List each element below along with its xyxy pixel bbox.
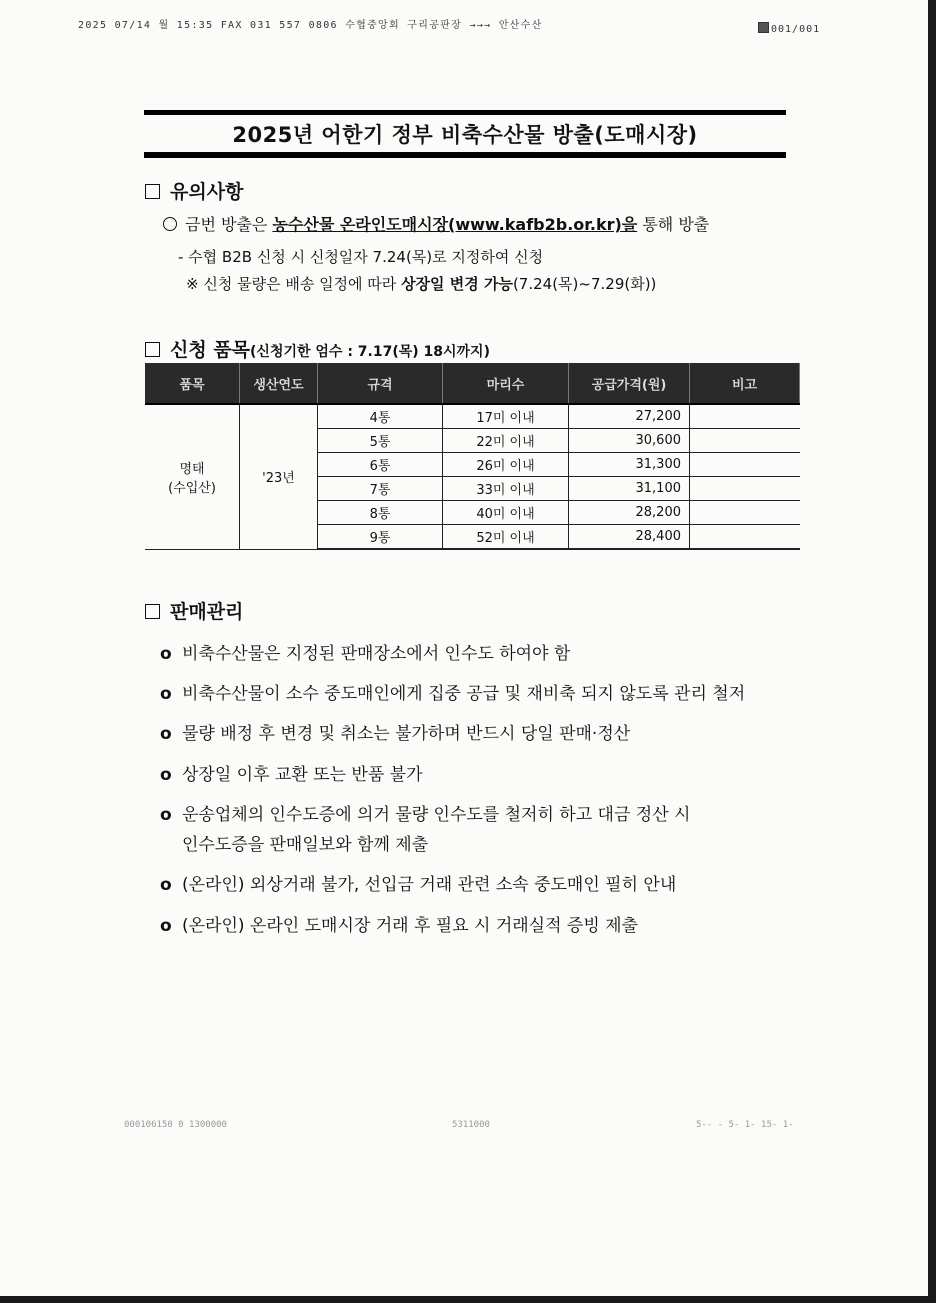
sales-rule-text: 물량 배정 후 변경 및 취소는 불가하며 반드시 당일 판매·정산 — [182, 724, 631, 744]
sales-rule-2 — [160, 679, 745, 709]
items-table — [145, 363, 800, 550]
size-cell: 6통 — [318, 453, 443, 477]
notes-heading — [145, 177, 243, 204]
note-cell — [690, 429, 800, 453]
column-header: 품목 — [145, 363, 240, 404]
notes-line-3-pre: ※ 신청 물량은 배송 일정에 따라 — [186, 275, 402, 293]
product-origin: (수입산) — [168, 480, 216, 496]
online-market-link: 농수산물 온라인도매시장(www.kafb2b.or.kr)을 — [272, 215, 638, 234]
sales-rule-6 — [160, 870, 676, 900]
size-cell: 5통 — [318, 429, 443, 453]
note-cell — [690, 477, 800, 501]
column-header: 비고 — [690, 363, 800, 404]
document-title: 2025년 어한기 정부 비축수산물 방출(도매시장) — [232, 123, 698, 147]
price-cell: 31,300 — [569, 453, 690, 477]
bullet-icon: o — [160, 765, 172, 785]
items-heading — [145, 335, 490, 362]
fax-page-number: 001/001 — [771, 24, 821, 35]
notes-line-1-pre: 금번 방출은 — [185, 215, 273, 234]
checkbox-square-icon — [145, 342, 160, 357]
sales-rule-text: (온라인) 외상거래 불가, 선입금 거래 관련 소속 중도매인 필히 안내 — [182, 875, 677, 895]
column-header: 공급가격(원) — [569, 363, 690, 404]
footer-code-left: 000106150 0 1300000 — [124, 1120, 227, 1130]
count-cell: 40미 이내 — [443, 501, 569, 525]
bullet-icon: o — [160, 805, 172, 825]
column-header: 생산연도 — [240, 363, 318, 404]
note-cell — [690, 453, 800, 477]
size-cell: 9통 — [318, 525, 443, 550]
checkbox-square-icon — [145, 184, 160, 199]
note-cell — [690, 501, 800, 525]
count-cell: 52미 이내 — [443, 525, 569, 550]
price-cell: 31,100 — [569, 477, 690, 501]
bullet-icon: o — [160, 644, 172, 664]
items-deadline: (신청기한 엄수 : 7.17(목) 18시까지) — [250, 344, 490, 360]
sales-rule-text: 운송업체의 인수도증에 의거 물량 인수도를 철저히 하고 대금 정산 시 — [182, 805, 691, 825]
notes-line-1-post: 통해 방출 — [637, 215, 710, 234]
count-cell: 26미 이내 — [443, 453, 569, 477]
count-cell: 22미 이내 — [443, 429, 569, 453]
column-header: 마리수 — [443, 363, 569, 404]
price-cell: 27,200 — [569, 404, 690, 429]
fax-transmission-header: 2025 07/14 월 15:35 FAX 031 557 0806 수협중앙회 구리공판장 →→→ 안산수산 — [78, 20, 543, 31]
notes-line-2: - 수협 B2B 신청 시 신청일자 7.24(목)로 지정하여 신청 — [178, 248, 544, 266]
price-cell: 28,400 — [569, 525, 690, 550]
year-cell: '23년 — [240, 404, 318, 549]
bullet-icon: o — [160, 724, 172, 744]
footer-code-right: 5-- - 5- 1- 15- 1- — [696, 1120, 794, 1130]
size-cell: 8통 — [318, 501, 443, 525]
sales-rule-text: (온라인) 온라인 도매시장 거래 후 필요 시 거래실적 증빙 제출 — [182, 916, 639, 936]
size-cell: 7통 — [318, 477, 443, 501]
bullet-icon: o — [160, 684, 172, 704]
product-cell — [145, 404, 240, 549]
note-cell — [690, 525, 800, 550]
sales-rule-4 — [160, 760, 423, 790]
product-name: 명태 — [179, 461, 205, 477]
sales-rule-text: 상장일 이후 교환 또는 반품 불가 — [182, 765, 423, 785]
count-cell: 33미 이내 — [443, 477, 569, 501]
checkbox-square-icon — [145, 604, 160, 619]
sales-heading — [145, 597, 243, 624]
fax-mark-icon — [758, 22, 769, 33]
notes-line-3-bold: 상장일 변경 가능 — [401, 275, 513, 293]
note-cell — [690, 404, 800, 429]
column-header: 규격 — [318, 363, 443, 404]
fax-page-counter — [758, 22, 820, 35]
sales-rule-5-cont — [160, 830, 428, 860]
footer-code-mid: 5311000 — [452, 1120, 490, 1130]
circle-bullet-icon — [163, 217, 177, 231]
notes-line-3-post: (7.24(목)~7.29(화)) — [512, 275, 657, 293]
notes-line-1 — [163, 212, 709, 235]
sales-heading-text: 판매관리 — [170, 601, 244, 623]
count-cell: 17미 이내 — [443, 404, 569, 429]
items-table-header-row — [145, 363, 800, 404]
sales-rule-5 — [160, 800, 690, 830]
sales-rule-text: 인수도증을 판매일보와 함께 제출 — [182, 835, 429, 855]
items-heading-text: 신청 품목 — [170, 339, 251, 361]
price-cell: 30,600 — [569, 429, 690, 453]
sales-rule-1 — [160, 639, 570, 669]
price-cell: 28,200 — [569, 501, 690, 525]
document-title-block — [144, 110, 786, 158]
bullet-icon: o — [160, 916, 172, 936]
size-cell: 4통 — [318, 404, 443, 429]
sales-rule-7 — [160, 911, 638, 941]
sales-rule-3 — [160, 719, 630, 749]
sales-rule-text: 비축수산물이 소수 중도매인에게 집중 공급 및 재비축 되지 않도록 관리 철저 — [182, 684, 746, 704]
notes-heading-text: 유의사항 — [170, 181, 244, 203]
notes-line-3 — [186, 273, 656, 294]
table-row — [145, 404, 800, 429]
title-bottom-rule — [144, 152, 786, 158]
sales-rule-text: 비축수산물은 지정된 판매장소에서 인수도 하여야 함 — [182, 644, 571, 664]
bullet-icon: o — [160, 875, 172, 895]
